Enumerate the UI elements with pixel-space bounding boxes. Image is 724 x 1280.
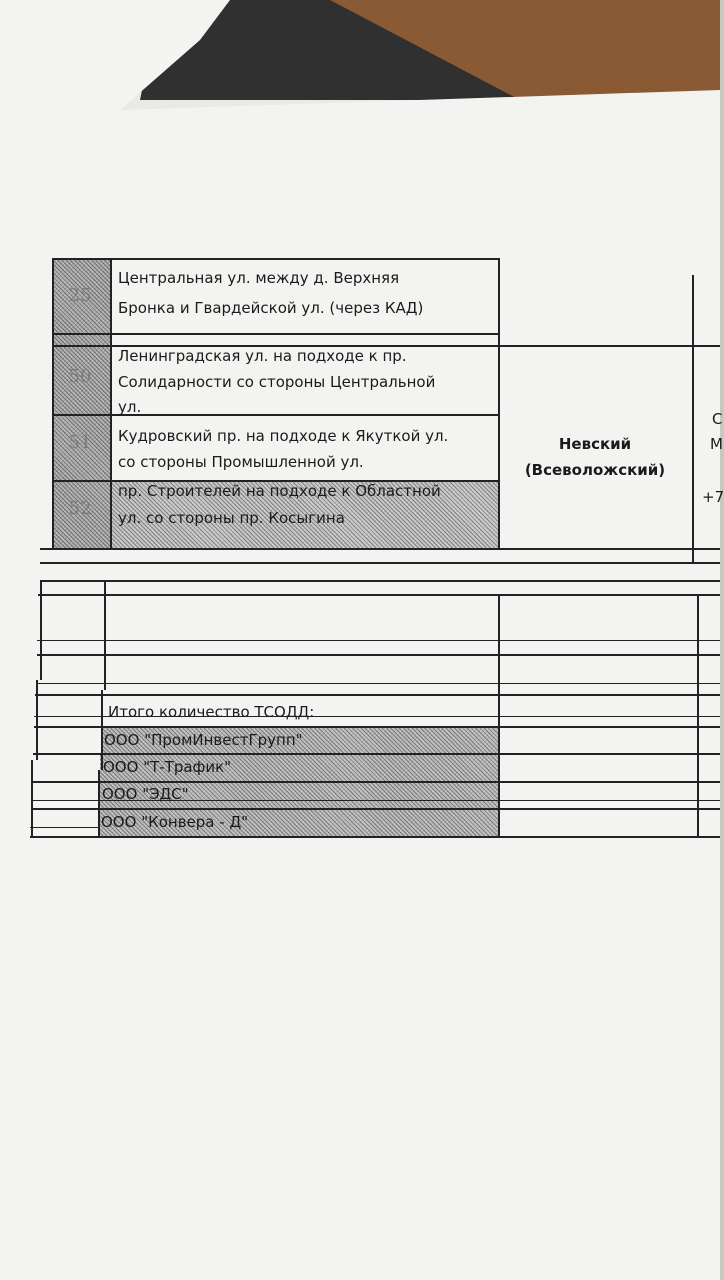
- edge-fragment: М: [710, 435, 723, 453]
- company-name: ООО "Конвера - Д": [101, 813, 249, 831]
- row-number: 52: [68, 498, 92, 519]
- company-name: ООО "ПромИнвестГрупп": [104, 731, 303, 749]
- company-name: ООО "Т-Трафик": [103, 758, 232, 776]
- address-line: пр. Строителей на подходе к Областной: [118, 482, 441, 500]
- district-name: Невский: [558, 435, 632, 453]
- address-line: ул.: [118, 398, 142, 416]
- address-line: Бронка и Гвардейской ул. (через КАД): [118, 299, 424, 317]
- district-region: (Всеволожский): [524, 461, 666, 479]
- address-line: Кудровский пр. на подходе к Якуткой ул.: [118, 427, 449, 445]
- company-name: ООО "ЭДС": [102, 785, 189, 803]
- edge-fragment: +7: [702, 488, 724, 506]
- address-line: Ленинградская ул. на подходе к пр.: [118, 347, 407, 365]
- address-line: ул. со стороны пр. Косыгина: [118, 509, 345, 527]
- edge-fragment: С: [712, 410, 723, 428]
- address-line: со стороны Промышленной ул.: [118, 453, 364, 471]
- row-number: 51: [68, 432, 92, 453]
- row-number: 50: [68, 366, 92, 387]
- address-line: Центральная ул. между д. Верхняя: [118, 269, 400, 287]
- address-line: Солидарности со стороны Центральной: [118, 373, 436, 391]
- row-number: 25: [68, 285, 92, 306]
- total-label: Итого количество ТСОДД:: [108, 703, 315, 721]
